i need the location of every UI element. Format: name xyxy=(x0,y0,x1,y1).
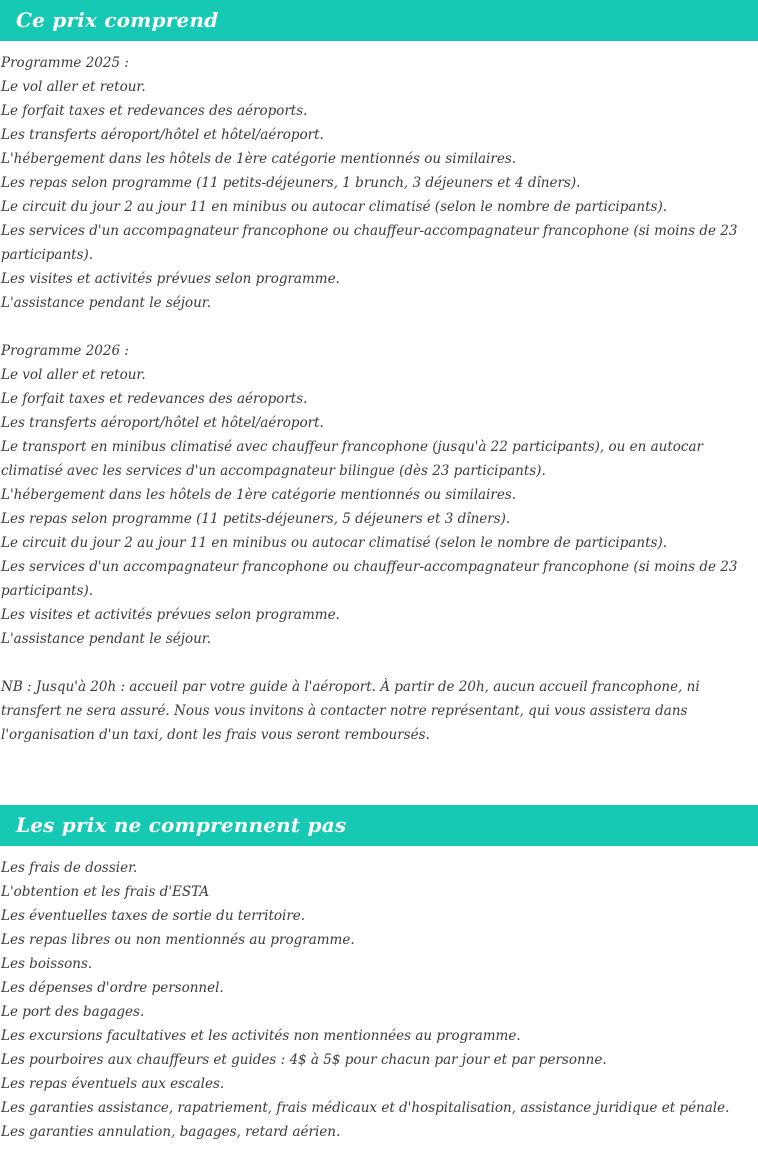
list-item: Le transport en minibus climatisé avec chauffeur francophone (jusqu'à 22 participants), ou en autocar climatisé avec les services d'un accompagnateur bilingue (dès 23 participants). xyxy=(1,439,708,479)
list-item: Les visites et activités prévues selon programme. xyxy=(1,607,340,623)
list-item: Les pourboires aux chauffeurs et guides : 4$ à 5$ pour chacun par jour et par personne. xyxy=(1,1052,607,1068)
list-item: Les garanties annulation, bagages, retard aérien. xyxy=(1,1124,341,1140)
list-item: L'assistance pendant le séjour. xyxy=(1,295,212,311)
section-excluded xyxy=(0,805,758,1156)
section-excluded-title: Les prix ne comprennent pas xyxy=(0,805,758,846)
list-item: Les visites et activités prévues selon programme. xyxy=(1,271,340,287)
list-item: L'obtention et les frais d'ESTA xyxy=(1,884,210,900)
list-item: Les garanties assistance, rapatriement, frais médicaux et d'hospitalisation, assistance juridique et pénale. xyxy=(1,1100,730,1116)
list-item: Les services d'un accompagnateur francophone ou chauffeur-accompagnateur francophone (si moins de 23 participants). xyxy=(1,223,742,263)
list-item: Les repas selon programme (11 petits-déjeuners, 1 brunch, 3 déjeuners et 4 dîners). xyxy=(1,175,581,191)
list-item: Le forfait taxes et redevances des aéroports. xyxy=(1,103,308,119)
spacer-line xyxy=(0,315,756,339)
section-excluded-body xyxy=(0,846,758,1156)
list-item: Le port des bagages. xyxy=(1,1004,145,1020)
list-item: Programme 2025 : xyxy=(1,55,129,71)
excluded-lines xyxy=(0,846,756,1144)
list-item: Les transferts aéroport/hôtel et hôtel/aéroport. xyxy=(1,415,324,431)
spacer-line xyxy=(0,651,756,675)
list-item: L'hébergement dans les hôtels de 1ère catégorie mentionnés ou similaires. xyxy=(1,151,517,167)
list-item: L'hébergement dans les hôtels de 1ère catégorie mentionnés ou similaires. xyxy=(1,487,517,503)
section-spacer xyxy=(0,747,758,805)
list-item: Les repas libres ou non mentionnés au programme. xyxy=(1,932,355,948)
section-included-title: Ce prix comprend xyxy=(0,0,758,41)
list-item: Les repas selon programme (11 petits-déjeuners, 5 déjeuners et 3 dîners). xyxy=(1,511,511,527)
list-item: Les boissons. xyxy=(1,956,93,972)
list-item: Les excursions facultatives et les activités non mentionnées au programme. xyxy=(1,1028,521,1044)
list-item: Les frais de dossier. xyxy=(1,860,138,876)
list-item: Les transferts aéroport/hôtel et hôtel/aéroport. xyxy=(1,127,324,143)
list-item: Les repas éventuels aux escales. xyxy=(1,1076,225,1092)
list-item: Programme 2026 : xyxy=(1,343,129,359)
list-item: Le circuit du jour 2 au jour 11 en minibus ou autocar climatisé (selon le nombre de participants). xyxy=(1,199,668,215)
note-text: NB : Jusqu'à 20h : accueil par votre guide à l'aéroport. À partir de 20h, aucun accueil francophone, ni transfert ne sera assuré. Nous vous invitons à contacter notre représentant, qui vous assistera dans l'organisation d'un taxi, dont les frais vous seront remboursés. xyxy=(1,679,704,743)
bottom-padding xyxy=(0,1144,756,1156)
list-item: Le vol aller et retour. xyxy=(1,367,146,383)
list-item: Les services d'un accompagnateur francophone ou chauffeur-accompagnateur francophone (si moins de 23 participants). xyxy=(1,559,742,599)
list-item: Le circuit du jour 2 au jour 11 en minibus ou autocar climatisé (selon le nombre de participants). xyxy=(1,535,668,551)
included-lines xyxy=(0,41,756,747)
list-item: Les dépenses d'ordre personnel. xyxy=(1,980,224,996)
list-item: Le forfait taxes et redevances des aéroports. xyxy=(1,391,308,407)
list-item: L'assistance pendant le séjour. xyxy=(1,631,212,647)
list-item: Les éventuelles taxes de sortie du territoire. xyxy=(1,908,306,924)
list-item: Le vol aller et retour. xyxy=(1,79,146,95)
section-included-body xyxy=(0,41,758,747)
